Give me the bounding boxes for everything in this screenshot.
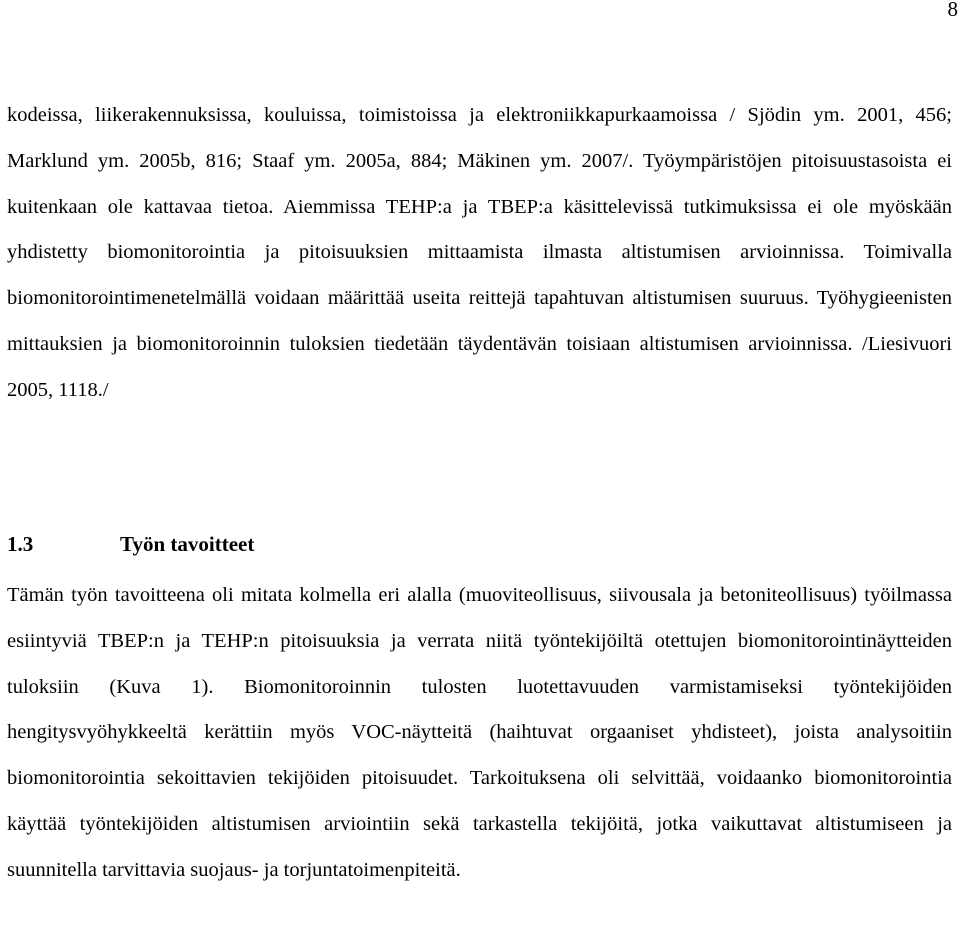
section-heading [7,524,254,564]
section-title: Työn tavoitteet [120,532,255,556]
body-paragraph-1: kodeissa, liikerakennuksissa, kouluissa, toimistoissa ja elektroniikkapurkaamoissa / Sjödin ym. 2001, 456; Marklund ym. 2005b, 816; Staaf ym. 2005a, 884; Mäkinen ym. 2007/. Työympäristöjen pitoisuustasoista ei kuitenkaan ole kattavaa tietoa. Aiemmissa TEHP:a ja TBEP:a käsittelevissä tutkimuksissa ei ole myöskään yhdistetty biomonitorointia ja pitoisuuksien mittaamista ilmasta altistumisen arvioinnissa. Toimivalla biomonitorointimenetelmällä voidaan määrittää useita reittejä tapahtuvan altistumisen suuruus. Työhygieenisten mittauksien ja biomonitoroinnin tuloksien tiedetään täydentävän toisiaan altistumisen arvioinnissa. /Liesivuori 2005, 1118./ [7,104,952,401]
body-paragraph-2: Tämän työn tavoitteena oli mitata kolmella eri alalla (muoviteollisuus, siivousala ja betoniteollisuus) työilmassa esiintyviä TBEP:n ja TEHP:n pitoisuuksia ja verrata niitä työntekijöiltä otettujen biomonitorointinäytteiden tuloksiin (Kuva 1). Biomonitoroinnin tulosten luotettavuuden varmistamiseksi työntekijöiden hengitysvyöhykkeeltä kerättiin myös VOC-näytteitä (haihtuvat orgaaniset yhdisteet), joista analysoitiin biomonitorointia sekoittavien tekijöiden pitoisuudet. Tarkoituksena oli selvittää, voidaanko biomonitorointia käyttää työntekijöiden altistumisen arviointiin sekä tarkastella tekijöitä, jotka vaikuttavat altistumiseen ja suunnitella tarvittavia suojaus- ja torjuntatoimenpiteitä. [7,584,952,881]
page-number: 8 [947,0,958,21]
section-number: 1.3 [7,532,34,556]
